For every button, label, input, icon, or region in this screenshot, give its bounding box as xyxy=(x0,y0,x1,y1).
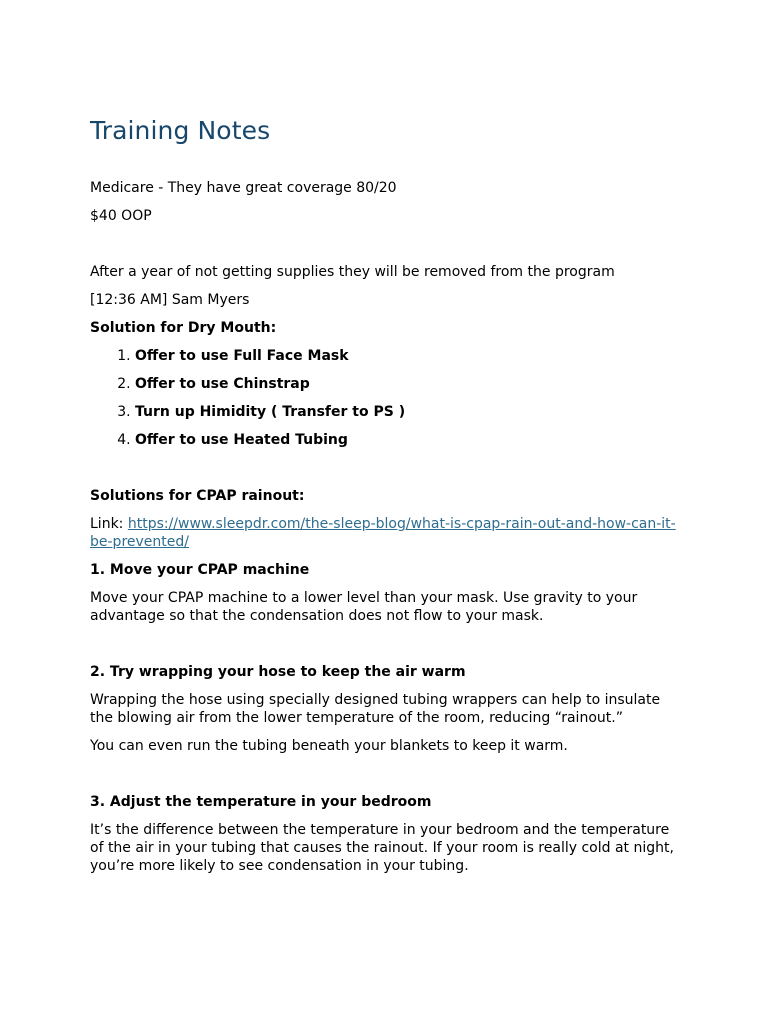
page-title: Training Notes xyxy=(90,116,271,145)
rainout-link-line xyxy=(90,515,678,551)
list-item: 2. Offer to use Chinstrap xyxy=(135,375,678,393)
section-2-paragraph-2: You can even run the tubing beneath your blankets to keep it warm. xyxy=(90,738,568,754)
dry-mouth-heading: Solution for Dry Mouth: xyxy=(90,320,277,336)
timestamp-line: [12:36 AM] Sam Myers xyxy=(90,292,250,308)
rainout-heading: Solutions for CPAP rainout: xyxy=(90,488,305,504)
dry-mouth-list xyxy=(90,347,678,449)
section-3-paragraph: It’s the difference between the temperature in your bedroom and the temperature of the air in your tubing that causes the rainout. If your room is really cold at night, you’re more likely to see condensation in your tubing. xyxy=(90,822,674,874)
section-2-heading: 2. Try wrapping your hose to keep the air warm xyxy=(90,664,466,680)
list-item: 1. Offer to use Full Face Mask xyxy=(135,347,678,365)
list-item: 4. Offer to use Heated Tubing xyxy=(135,431,678,449)
section-2-paragraph-1: Wrapping the hose using specially designed tubing wrappers can help to insulate the blowing air from the lower temperature of the room, reducing “rainout.” xyxy=(90,692,661,726)
sleepdr-link[interactable]: https://www.sleepdr.com/the-sleep-blog/what-is-cpap-rain-out-and-how-can-it-be-prevented/ xyxy=(90,516,676,550)
removed-line: After a year of not getting supplies they will be removed from the program xyxy=(90,264,615,280)
section-1-paragraph: Move your CPAP machine to a lower level than your mask. Use gravity to your advantage so that the condensation does not flow to your mask. xyxy=(90,590,638,624)
link-label: Link: xyxy=(90,516,128,532)
list-item: 3. Turn up Himidity ( Transfer to PS ) xyxy=(135,403,678,421)
section-1-heading: 1. Move your CPAP machine xyxy=(90,562,310,578)
medicare-line: Medicare - They have great coverage 80/20 xyxy=(90,180,397,196)
section-3-heading: 3. Adjust the temperature in your bedroom xyxy=(90,794,432,810)
oop-line: $40 OOP xyxy=(90,208,152,224)
